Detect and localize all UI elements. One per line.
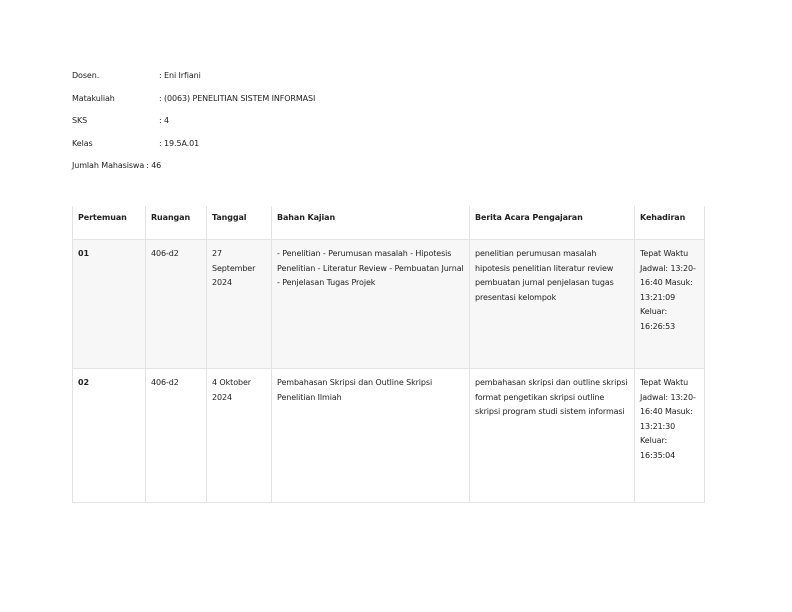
cell-bahan-kajian: - Penelitian - Perumusan masalah - Hipotesis Penelitian - Literatur Review - Pembuatan Jurnal - Penjelasan Tugas Projek <box>272 240 470 369</box>
header-pertemuan: Pertemuan <box>73 206 146 240</box>
cell-kehadiran: Tepat Waktu Jadwal: 13:20-16:40 Masuk: 13:21:30 Keluar: 16:35:04 <box>635 369 705 503</box>
matakuliah-value: : (0063) PENELITIAN SISTEM INFORMASI <box>159 93 316 103</box>
course-info <box>72 71 316 184</box>
cell-berita-acara: penelitian perumusan masalah hipotesis penelitian literatur review pembuatan jurnal penjelasan tugas presentasi kelompok <box>470 240 635 369</box>
info-row-dosen <box>72 71 201 94</box>
info-row-matakuliah <box>72 93 316 117</box>
matakuliah-label: Matakuliah <box>72 93 115 103</box>
cell-ruangan: 406-d2 <box>146 369 207 503</box>
sks-label: SKS <box>72 116 88 125</box>
info-row-kelas <box>72 138 200 162</box>
jumlah-label: Jumlah Mahasiswa <box>72 161 145 170</box>
cell-berita-acara: pembahasan skripsi dan outline skripsi format pengetikan skripsi outline skripsi program studi sistem informasi <box>470 369 635 503</box>
dosen-value: : Eni Irfiani <box>159 71 201 80</box>
sks-value: : 4 <box>159 116 170 125</box>
cell-ruangan: 406-d2 <box>146 240 207 369</box>
info-row-sks <box>72 116 170 139</box>
table-header-row <box>73 206 705 240</box>
header-tanggal: Tanggal <box>207 206 272 240</box>
info-row-jumlah <box>72 161 161 184</box>
dosen-label: Dosen. <box>72 71 100 80</box>
cell-kehadiran: Tepat Waktu Jadwal: 13:20-16:40 Masuk: 13:21:09 Keluar: 16:26:53 <box>635 240 705 369</box>
cell-tanggal: 27 September 2024 <box>207 240 272 369</box>
cell-bahan-kajian: Pembahasan Skripsi dan Outline Skripsi Penelitian Ilmiah <box>272 369 470 503</box>
jumlah-value: : 46 <box>146 161 162 170</box>
header-ruangan: Ruangan <box>146 206 207 240</box>
kelas-label: Kelas <box>72 138 93 148</box>
cell-pertemuan: 02 <box>73 369 146 503</box>
header-berita-acara: Berita Acara Pengajaran <box>470 206 635 240</box>
table-row <box>73 369 705 503</box>
kelas-value: : 19.5A.01 <box>159 138 200 148</box>
schedule-table <box>72 206 705 503</box>
header-bahan-kajian: Bahan Kajian <box>272 206 470 240</box>
table-row <box>73 240 705 369</box>
cell-tanggal: 4 Oktober 2024 <box>207 369 272 503</box>
cell-pertemuan: 01 <box>73 240 146 369</box>
header-kehadiran: Kehadiran <box>635 206 705 240</box>
